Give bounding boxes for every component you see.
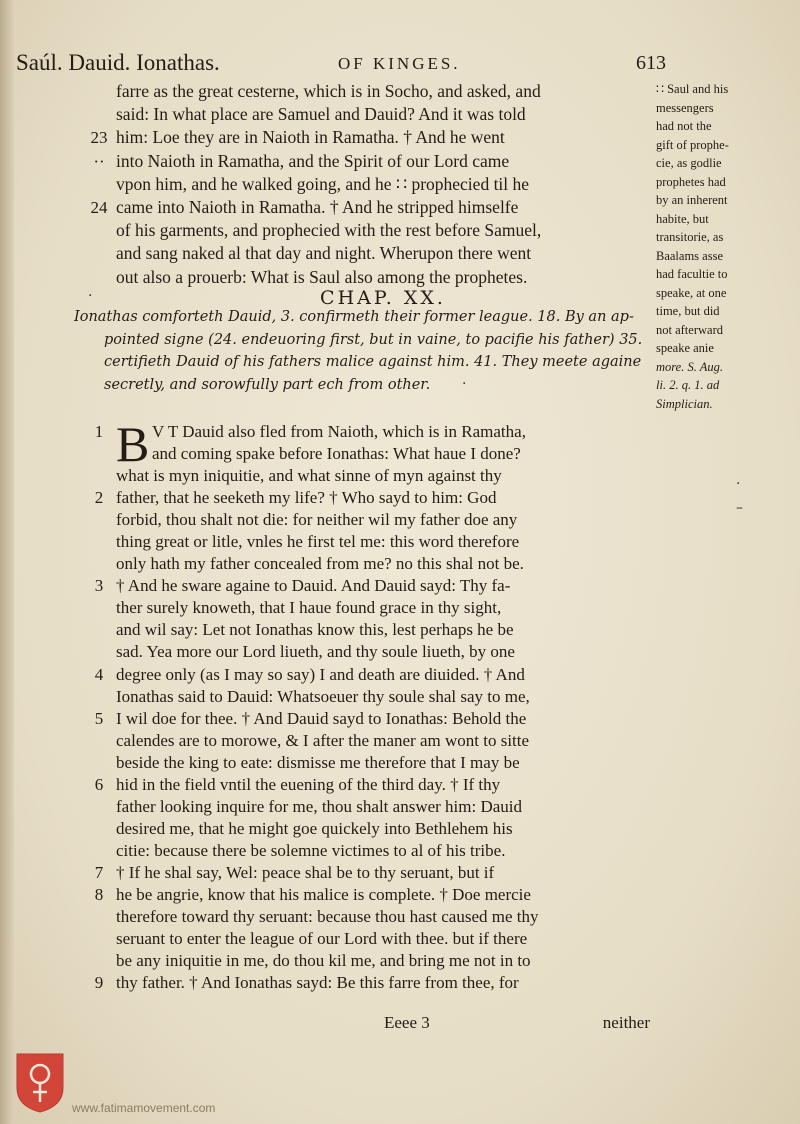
text-line [94, 421, 650, 443]
line-text: V T Dauid also fled from Naioth, which is in Ramatha, [152, 422, 526, 441]
margin-note-line: messengers [656, 100, 714, 115]
margin-note [656, 80, 766, 413]
line-text: him: Loe they are in Naioth in Ramatha. † And he went [116, 127, 505, 148]
margin-note-line: not afterward [656, 322, 723, 337]
line-text: Ionathas said to Dauid: Whatsoeuer thy soule shal say to me, [116, 686, 530, 706]
line-text: and sang naked al that day and night. Wherupon there went [116, 243, 532, 264]
text-line [116, 730, 650, 752]
text-line [94, 862, 650, 884]
margin-note-line: time, but did [656, 304, 720, 318]
text-line [116, 80, 650, 103]
text-line [94, 708, 650, 730]
line-text: therefore toward thy seruant: because thou hast caused me thy [116, 907, 539, 927]
stray-mark: · [736, 476, 741, 492]
text-line [116, 553, 650, 575]
stray-mark: · [462, 376, 467, 392]
margin-note-line: had not the [656, 119, 712, 133]
text-line [94, 575, 650, 597]
watermark-url[interactable]: www.fatimamovement.com [72, 1101, 216, 1115]
line-text: into Naioth in Ramatha, and the Spirit of our Lord came [116, 150, 510, 171]
page-footer [116, 1013, 650, 1039]
line-text: be any iniquitie in me, do thou kil me, and bring me not in to [116, 951, 531, 971]
text-line [116, 619, 650, 641]
verse-number: 7 [94, 862, 104, 882]
line-text: father, that he seeketh my life? † Who sayd to him: God [116, 488, 497, 508]
line-text: thy father. † And Ionathas sayd: Be this farre from thee, for [116, 973, 519, 993]
chapter-argument [74, 306, 654, 396]
line-text: degree only (as I may so say) I and death are diuided. † And [116, 664, 525, 684]
running-header [16, 50, 666, 80]
line-text: and wil say: Let not Ionathas know this, lest perhaps he be [116, 620, 514, 640]
line-text: came into Naioth in Ramatha. † And he stripped himselfe [116, 196, 519, 217]
text-line [116, 103, 650, 126]
fatima-logo-icon [13, 1052, 67, 1114]
text-line [116, 597, 650, 619]
text-line [116, 796, 650, 818]
verse-number: 9 [94, 973, 104, 993]
stray-mark: – [736, 500, 743, 516]
margin-note-line: prophetes had [656, 174, 726, 189]
line-text: and coming spake before Ionathas: What haue I done? [152, 444, 521, 464]
line-text: he be angrie, know that his malice is complete. † Doe mercie [116, 884, 531, 904]
text-line [116, 531, 650, 553]
verse-number: 3 [94, 576, 104, 596]
text-line [116, 242, 650, 265]
argument-line: certifieth Dauid of his fathers malice against him. 41. They meete againe [104, 354, 642, 371]
margin-note-line: speake, at one [656, 285, 727, 300]
line-text: of his garments, and prophecied with the rest before Samuel, [116, 220, 542, 241]
margin-note-line: gift of prophe- [656, 137, 729, 152]
verse-number: 1 [94, 422, 104, 441]
argument-line: secretly, and sorowfully part ech from other. [104, 376, 431, 393]
line-text: † And he sware againe to Dauid. And Dauid sayd: Thy fa- [116, 576, 511, 596]
line-text: seruant to enter the league of our Lord with thee. but if there [116, 929, 528, 949]
text-line [90, 126, 650, 149]
text-line [116, 443, 650, 465]
verse-number: 4 [94, 664, 104, 684]
verse-number: 5 [94, 708, 104, 728]
verse-number: ·· [93, 151, 105, 171]
page-binding-edge [0, 0, 14, 1124]
verse-number: 2 [94, 488, 104, 508]
text-line [116, 818, 650, 840]
text-line [94, 664, 650, 686]
line-text: farre as the great cesterne, which is in Socho, and asked, and [116, 81, 541, 101]
margin-note-line: more. S. Aug. [656, 359, 724, 374]
argument-line: Ionathas comforteth Dauid, 3. confirmeth their former league. 18. By an ap- [74, 309, 634, 325]
line-text: hid in the field vntil the euening of the third day. † If thy [116, 774, 501, 794]
line-text: said: In what place are Samuel and Dauid? And it was told [116, 104, 526, 125]
margin-note-line: speake anie [656, 341, 714, 355]
argument-line: pointed signe (24. endeuoring first, but in vaine, to pacifie his father) 35. [104, 331, 643, 348]
text-line [116, 928, 650, 950]
text-line [116, 219, 650, 242]
line-text: vpon him, and he walked going, and he ∷ prophecied til he [116, 173, 530, 194]
page-number: 613 [636, 52, 666, 74]
header-book-title: OF KINGES. [338, 54, 461, 73]
line-text: thing great or litle, vnles he first tel me: this word therefore [116, 532, 520, 552]
text-line [94, 972, 650, 994]
stray-mark: · [88, 288, 93, 304]
text-line [93, 150, 650, 173]
margin-note-line: ∷ Saul and his [656, 82, 729, 96]
text-line [94, 774, 650, 796]
line-text: desired me, that he might goe quickely into Bethlehem his [116, 818, 513, 838]
verse-number: 24 [90, 197, 108, 217]
line-text: beside the king to eate: dismisse me therefore that I may be [116, 752, 520, 772]
text-line [116, 752, 650, 774]
upper-text-block [90, 80, 650, 289]
text-line [94, 487, 650, 509]
text-line [116, 465, 650, 487]
chapter-heading: CHAP. XX. [320, 287, 446, 309]
line-text: father looking inquire for me, thou shalt answer him: Dauid [116, 796, 523, 816]
text-line [90, 196, 650, 219]
margin-note-line: cie, as godlie [656, 156, 722, 170]
margin-note-line: li. 2. q. 1. ad [656, 378, 720, 392]
line-text: out also a prouerb: What is Saul also among the prophetes. [116, 266, 528, 287]
text-line [116, 950, 650, 972]
verse-number: 6 [94, 774, 104, 794]
text-line [116, 906, 650, 928]
line-text: I wil doe for thee. † And Dauid sayd to Ionathas: Behold the [116, 708, 527, 728]
line-text: calendes are to morowe, & I after the maner am wont to sitte [116, 730, 530, 750]
line-text: forbid, thou shalt not die: for neither wil my father doe any [116, 510, 518, 530]
text-line [116, 840, 650, 862]
margin-note-line: habite, but [656, 211, 709, 226]
line-text: † If he shal say, Wel: peace shal be to thy seruant, but if [116, 862, 495, 882]
verse-number: 23 [90, 128, 108, 148]
margin-note-line: transitorie, as [656, 230, 724, 244]
drop-capital: B [116, 416, 150, 472]
signature-mark: Eeee 3 [384, 1013, 430, 1032]
header-left-title: Saúl. Dauid. Ionathas. [16, 50, 220, 75]
line-text: ther surely knoweth, that I haue found grace in thy sight, [116, 598, 502, 618]
text-line [116, 641, 650, 663]
line-text: citie: because there be solemne victimes to al of his tribe. [116, 840, 506, 860]
margin-note-line: by an inherent [656, 193, 728, 207]
lower-text-block [94, 416, 650, 994]
text-line [116, 173, 650, 196]
margin-note-line: had facultie to [656, 267, 728, 281]
line-text: only hath my father concealed from me? no this shal not be. [116, 554, 524, 574]
margin-note-line: Baalams asse [656, 248, 723, 263]
line-text: sad. Yea more our Lord liueth, and thy soule liueth, by one [116, 642, 515, 662]
verse-number: 8 [94, 884, 104, 904]
catchword: neither [602, 1013, 650, 1032]
text-line [94, 884, 650, 906]
line-text: what is myn iniquitie, and what sinne of myn against thy [116, 466, 502, 486]
text-line [116, 686, 650, 708]
text-line [116, 509, 650, 531]
margin-note-line: Simplician. [656, 396, 713, 411]
